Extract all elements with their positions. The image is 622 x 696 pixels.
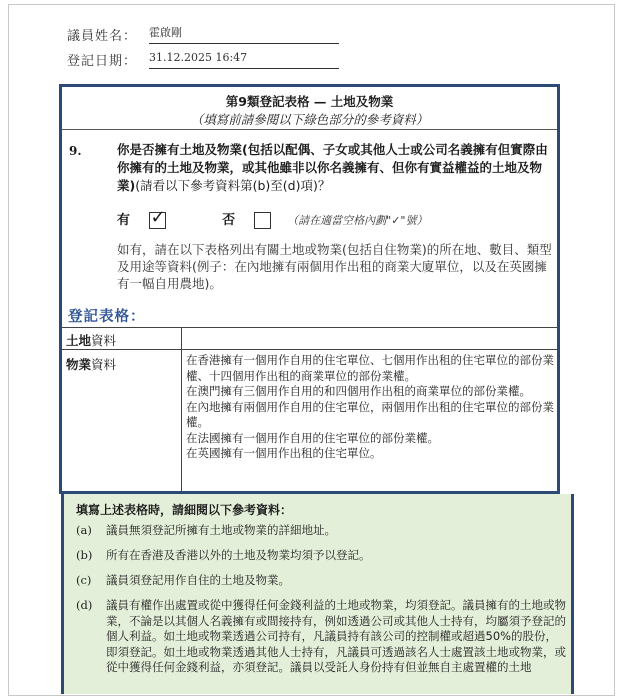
note-item — [76, 548, 566, 564]
note-item — [76, 573, 566, 589]
no-label: 否 — [222, 213, 236, 228]
table-column-divider — [181, 327, 182, 493]
registration-date-row — [67, 50, 248, 69]
tick-hint: （請在適當空格內劃"✓"號） — [287, 214, 428, 227]
question-bold-text: 你是否擁有土地及物業(包括以配偶、子女或其他人士或公司名義擁有但實際由你擁有的土地及物業，或其他雖非以你名義擁有、但你有實益權益的土地及物業) — [117, 142, 548, 193]
reference-notes — [61, 494, 574, 694]
property-detail-line: 在法國擁有一個用作自用的住宅單位的部份業權。 — [186, 430, 439, 445]
note-label: (d) — [76, 598, 93, 612]
document-page — [8, 4, 615, 696]
member-name-row — [67, 25, 182, 44]
property-detail-line: 在英國擁有一個用作出租的住宅單位。 — [186, 446, 382, 460]
yes-no-row — [117, 209, 428, 229]
property-details — [186, 353, 558, 462]
land-label-normal: 資料 — [91, 333, 117, 348]
no-checkbox[interactable] — [254, 212, 271, 229]
note-text: 議員須登記用作自住的土地及物業。 — [106, 573, 290, 587]
checkmark-icon: ✓ — [150, 207, 166, 228]
registration-date-value: 31.12.2025 16:47 — [149, 50, 339, 69]
register-title: 登記表格： — [68, 309, 146, 325]
note-item — [76, 598, 566, 676]
property-label-normal: 資料 — [91, 357, 117, 372]
property-detail-line: 在香港擁有一個用作自用的住宅單位、七個用作出租的住宅單位的部份業權、十四個用作出租的商業單位的部份業權。 — [186, 353, 554, 383]
instruction-text: 如有，請在以下表格列出有關土地或物業(包括自住物業)的所在地、數目、類型及用途等資料(例子：在內地擁有兩個用作出租的商業大廈單位，以及在英國擁有一幅自用農地)。 — [117, 242, 552, 291]
note-text: 議員無須登記所擁有土地或物業的詳細地址。 — [106, 523, 336, 537]
registration-form-box — [59, 84, 560, 494]
member-name-value: 霍啟剛 — [149, 25, 339, 44]
note-label: (a) — [76, 523, 92, 537]
note-label: (c) — [76, 573, 92, 587]
note-text: 議員有權作出處置或從中獲得任何金錢利益的土地或物業，均須登記。議員擁有的土地或物業，不論是以其個人名義擁有或間接持有，例如透過公司或其他人士持有，均屬須予登記的個人利益。如土地或物業透過公司持有，凡議員持有該公司的控制權或超過50%的股份，即須登記。如土地或物業透過其他人士持有，凡議員可透過該名人士處置該土地或物業，或從中獲得任何金錢利益，亦須登記。議員以受託人身份持有但並無自主處置權的土地 — [106, 598, 566, 674]
land-header — [66, 331, 116, 349]
note-label: (b) — [76, 548, 93, 562]
property-header — [66, 355, 116, 373]
question-text — [117, 141, 557, 195]
property-detail-line: 在內地擁有兩個用作自用的住宅單位，兩個用作出租的住宅單位的部份業權。 — [186, 399, 554, 429]
title-divider — [62, 129, 557, 130]
property-label-bold: 物業 — [66, 357, 92, 372]
form-subtitle: （填寫前請參閱以下綠色部分的參考資料） — [190, 112, 429, 127]
registration-date-label: 登記日期： — [67, 54, 138, 69]
form-title: 第9類登記表格 — 土地及物業 — [225, 94, 394, 109]
question-number: 9. — [69, 144, 82, 158]
member-name-label: 議員姓名： — [67, 29, 138, 44]
yes-checkbox[interactable] — [149, 207, 166, 229]
note-text: 所有在香港及香港以外的土地及物業均須予以登記。 — [106, 548, 371, 562]
question-reference-text: (請看以下參考資料第(b)至(d)項)？ — [135, 178, 331, 193]
land-label-bold: 土地 — [66, 333, 92, 348]
yes-label: 有 — [117, 213, 131, 228]
land-row — [62, 327, 557, 350]
note-item — [76, 523, 566, 539]
notes-heading: 填寫上述表格時，請細閱以下參考資料： — [76, 503, 293, 517]
property-detail-line: 在澳門擁有三個用作自用的和四個用作出租的商業單位的部份業權。 — [186, 384, 531, 398]
